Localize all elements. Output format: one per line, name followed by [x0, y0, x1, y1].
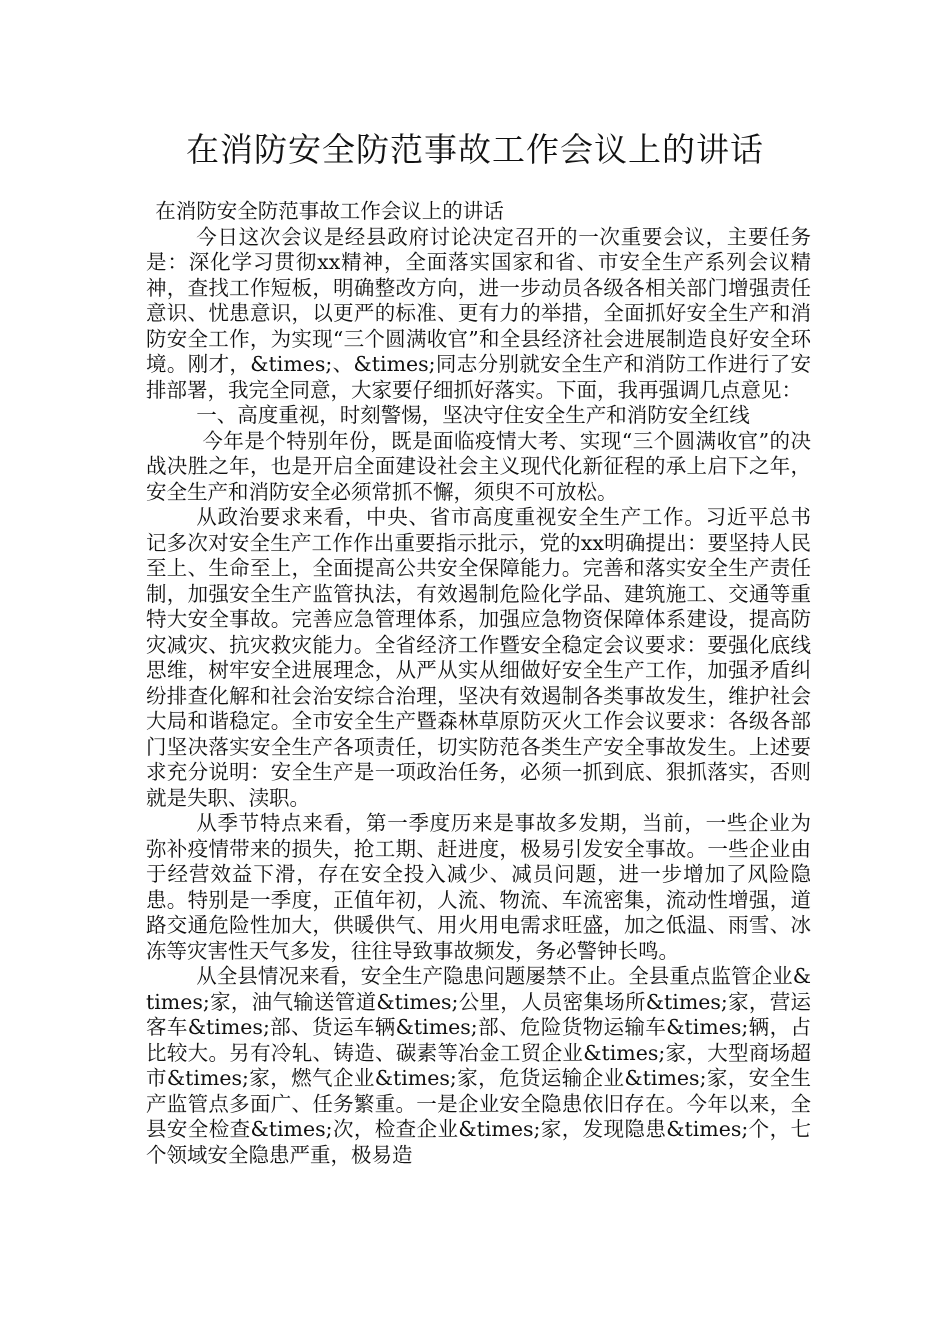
paragraph-special-year: 今年是个特别年份，既是面临疫情大考、实现“三个圆满收官”的决战决胜之年，也是开启全面建设社会主义现代化新征程的承上启下之年，安全生产和消防安全必须常抓不懈，须臾不可放松。 [146, 428, 811, 504]
section-heading-1: 一、高度重视，时刻警惕，坚决守住安全生产和消防安全红线 [196, 403, 750, 427]
document-body [146, 199, 811, 1168]
document-subtitle: 在消防安全防范事故工作会议上的讲话 [155, 199, 504, 223]
paragraph-seasonal-features: 从季节特点来看，第一季度历来是事故多发期，当前，一些企业为弥补疫情带来的损失，抢工期、赶进度，极易引发安全事故。一些企业由于经营效益下滑，存在安全投入减少、减员问题，进一步增加了风险隐患。特别是一季度，正值年初，人流、物流、车流密集，流动性增强，道路交通危险性加大，供暖供气、用火用电需求旺盛，加之低温、雨雪、冰冻等灾害性天气多发，往往导致事故频发，务必警钟长鸣。 [146, 811, 811, 963]
paragraph-intro: 今日这次会议是经县政府讨论决定召开的一次重要会议，主要任务是：深化学习贯彻xx精神，全面落实国家和省、市安全生产系列会议精神，查找工作短板，明确整改方向，进一步动员各级各相关部门增强责任意识、忧患意识，以更严的标准、更有力的举措，全面抓好安全生产和消防安全工作，为实现“三个圆满收官”和全县经济社会进展制造良好安全环境。刚才，&times;、&times;同志分别就安全生产和消防工作进行了安排部署，我完全同意，大家要仔细抓好落实。下面，我再强调几点意见： [146, 224, 811, 402]
document-title: 在消防安全防范事故工作会议上的讲话 [186, 130, 764, 169]
paragraph-county-situation: 从全县情况来看，安全生产隐患问题屡禁不止。全县重点监管企业&times;家，油气输送管道&times;公里，人员密集场所&times;家，营运客车&times;部、货运车辆&times;部、危险货物运输车&times;辆，占比较大。另有冷轧、铸造、碳素等冶金工贸企业&times;家，大型商场超市&times;家，燃气企业&times;家，危货运输企业&times;家，安全生产监管点多面广、任务繁重。一是企业安全隐患依旧存在。今年以来，全县安全检查&times;次，检查企业&times;家，发现隐患&times;个，七个领域安全隐患严重，极易造 [146, 964, 811, 1167]
paragraph-political-requirements: 从政治要求来看，中央、省市高度重视安全生产工作。习近平总书记多次对安全生产工作作出重要指示批示，党的xx明确提出：要坚持人民至上、生命至上，全面提高公共安全保障能力。完善和落实安全生产责任制，加强安全生产监管执法，有效遏制危险化学品、建筑施工、交通等重特大安全事故。完善应急管理体系，加强应急物资保障体系建设，提高防灾减灾、抗灾救灾能力。全省经济工作暨安全稳定会议要求：要强化底线思维，树牢安全进展理念，从严从实从细做好安全生产工作，加强矛盾纠纷排查化解和社会治安综合治理，坚决有效遏制各类事故发生，维护社会大局和谐稳定。全市安全生产暨森林草原防灭火工作会议要求：各级各部门坚决落实安全生产各项责任，切实防范各类生产安全事故发生。上述要求充分说明：安全生产是一项政治任务，必须一抓到底、狠抓落实，否则就是失职、渎职。 [146, 505, 811, 810]
